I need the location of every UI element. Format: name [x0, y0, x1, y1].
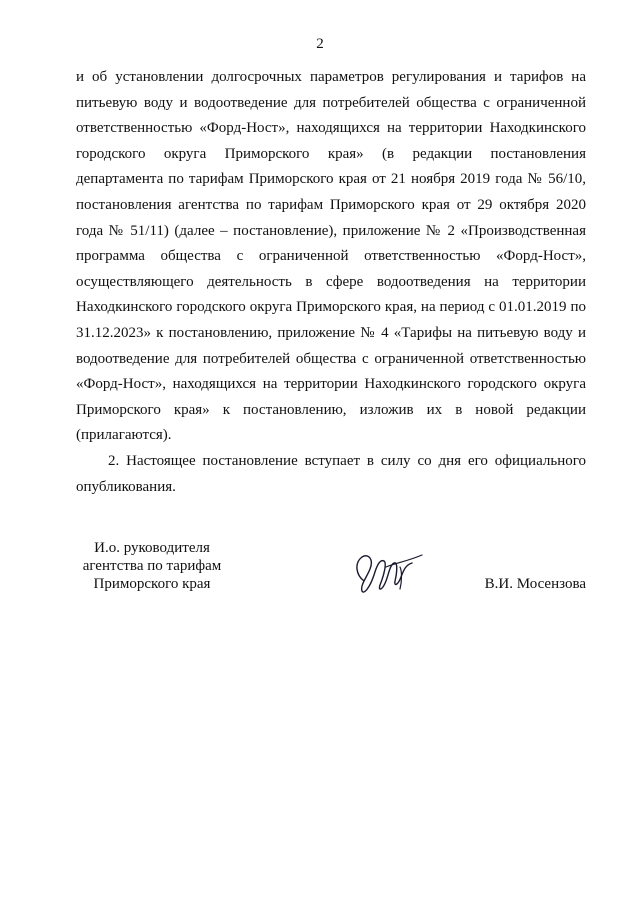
- handwritten-signature: [340, 541, 430, 601]
- paragraph-continuation: и об установлении долгосрочных параметров регулирования и тарифов на питьевую воду и водоотведение для потребителей общества с ограниченной ответственностью «Форд-Ност», находящихся на территории Находкинского городского округа Приморского края» (в редакции постановления департамента по тарифам Приморского края от 21 ноября 2019 года № 56/10, постановления агентства по тарифам Приморского края от 29 октября 2020 года № 51/11) (далее – постановление), приложение № 2 «Производственная программа общества с ограниченной ответственностью «Форд-Ност», осуществляющего деятельность в сфере водоотведения на территории Находкинского городского округа Приморского края, на период с 01.01.2019 по 31.12.2023» к постановлению, приложение № 4 «Тарифы на питьевую воду и водоотведение для потребителей общества с ограниченной ответственностью «Форд-Ност», находящихся на территории Находкинского городского округа Приморского края» к постановлению, изложив их в новой редакции (прилагаются).: [76, 69, 586, 444]
- document-body: [76, 65, 586, 500]
- signer-name: В.И. Мосензова: [484, 576, 586, 592]
- signer-position-line: агентства по тарифам: [82, 558, 222, 574]
- signature-block: [0, 539, 640, 599]
- paragraph-effective-date: 2. Настоящее постановление вступает в силу со дня его официального опубликования.: [76, 452, 586, 495]
- signer-position-line: Приморского края: [93, 576, 211, 592]
- signer-position: [72, 539, 232, 593]
- page-number: 2: [316, 36, 324, 52]
- signer-position-line: И.о. руководителя: [94, 540, 210, 556]
